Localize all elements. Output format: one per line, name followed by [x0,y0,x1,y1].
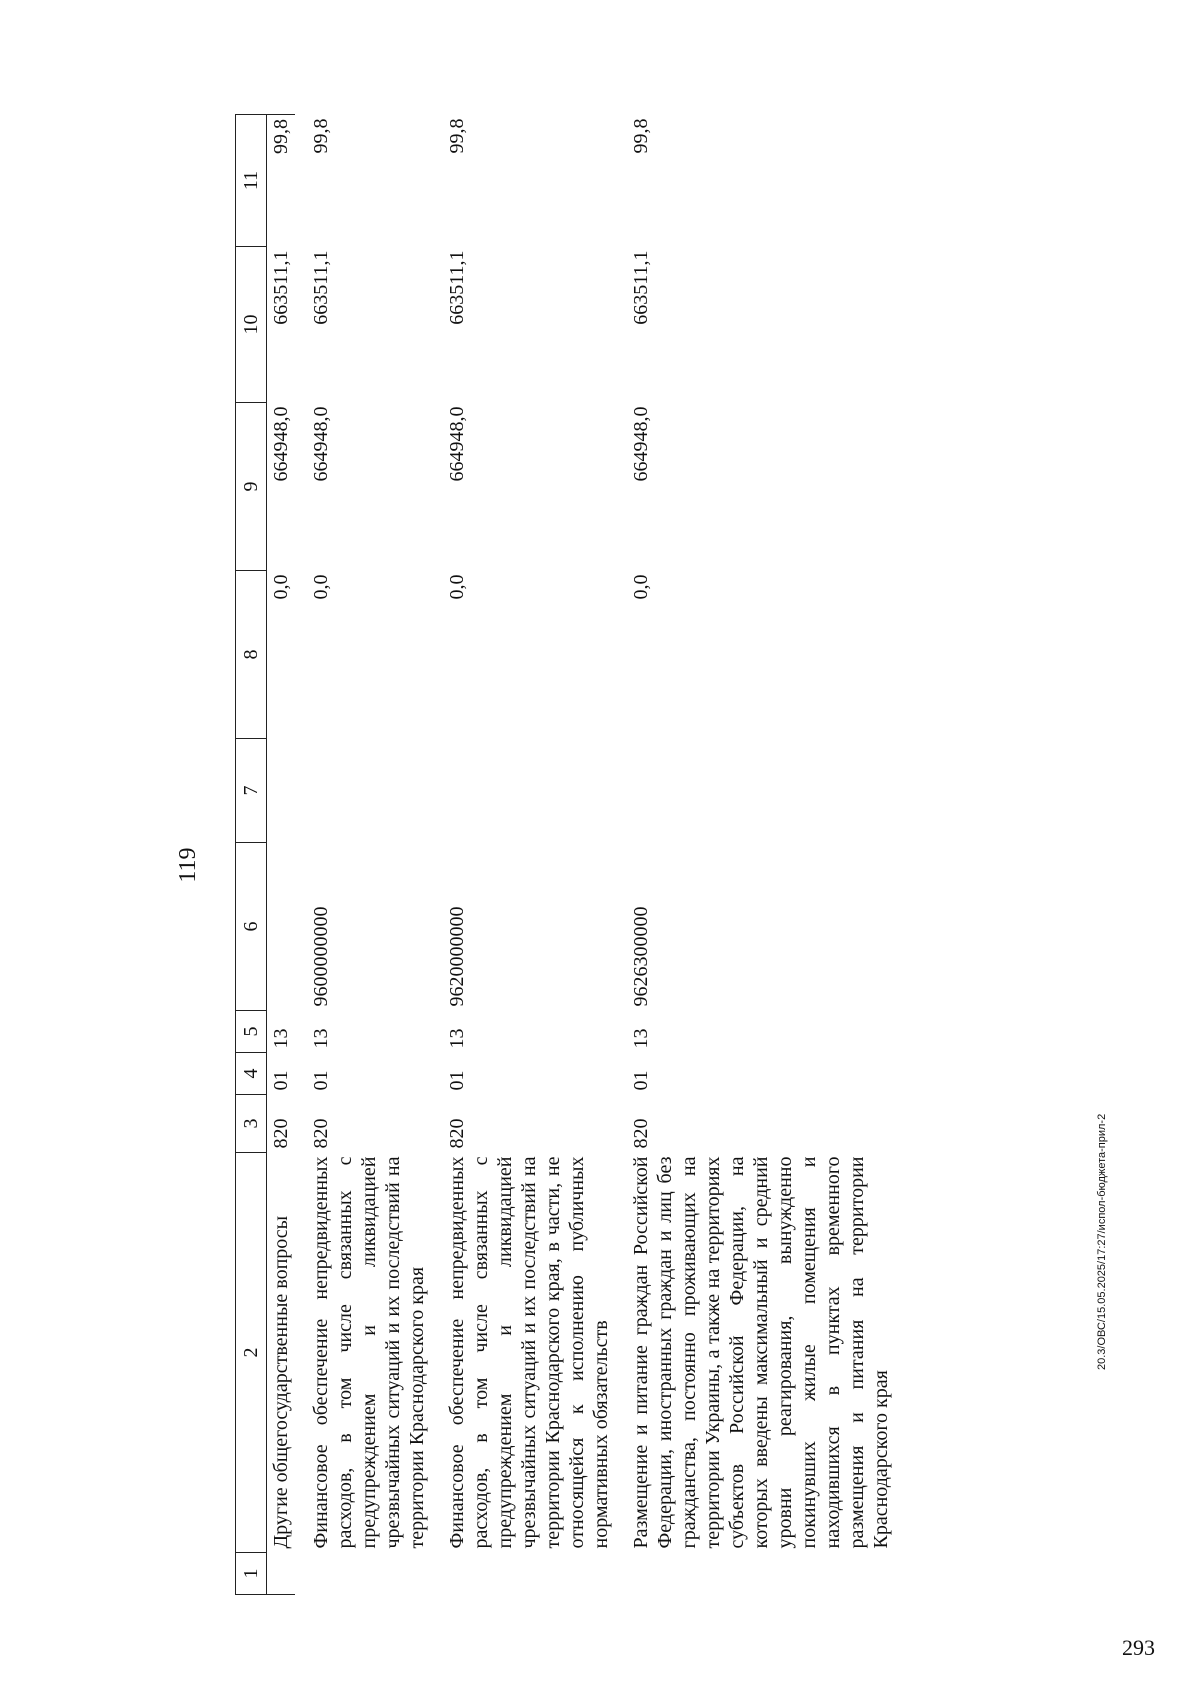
cell-col-8: 0,0 [270,574,292,600]
cell-col-11: 99,8 [310,118,332,154]
cell-name: Финансовое обеспечение непредвиденных расходов, в том числе связанных с предупреждением и ликвидацией чрезвычайных ситуаций и их последствий на территории Краснодарского края, в части, не относящейся к исполнению публичных нормативных обязательств [446,1156,612,1549]
cell-col-7 [267,739,296,843]
cell-col-7 [295,739,431,843]
cell-col-7 [431,739,615,843]
header-col-6: 6 [236,843,267,1011]
table-row [615,115,895,1595]
header-col-8: 8 [236,571,267,739]
cell-col-9: 664948,0 [446,406,468,482]
cell-col-9: 664948,0 [630,406,652,482]
cell-col-3: 820 [270,1118,292,1149]
page-number-bottom: 293 [1122,1635,1155,1660]
cell-col-4: 01 [630,1070,652,1091]
header-col-4: 4 [236,1053,267,1095]
cell-col-10: 663511,1 [270,250,292,325]
cell-col-6 [267,843,296,1011]
header-col-10: 10 [236,247,267,403]
cell-col-11: 99,8 [267,115,296,247]
budget-table [235,114,895,1595]
page-number-top: 119 [175,847,201,883]
cell-col-8: 0,0 [446,574,468,600]
cell-col-11: 99,8 [446,118,468,154]
cell-col-8: 0,0 [630,574,652,600]
header-col-2: 2 [236,1153,267,1553]
cell-col-6: 9620000000 [446,906,468,1007]
cell-col-10: 663511,1 [630,250,652,325]
cell-col-5: 13 [446,1028,468,1049]
rotated-page [165,105,1045,1605]
cell-name: Размещение и питание граждан Российской Федерации, иностранных граждан и лиц без гражданства, постоянно проживающих на территории Украины, а также на территориях субъектов Российской Федерации, на которых введены максимальный и средний уровни реагирования, вынужденно покинувших жилые помещения и находившихся в пунктах временного размещения и питания на территории Краснодарского края [630,1156,892,1549]
header-col-5: 5 [236,1011,267,1053]
cell-col-5: 13 [310,1028,332,1049]
table-header-row [236,115,267,1595]
cell-name: Другие общегосударственные вопросы [270,1215,292,1549]
cell-col-3: 820 [446,1118,468,1149]
cell-col-10: 663511,1 [446,250,468,325]
header-col-9: 9 [236,403,267,571]
cell-col-4: 01 [310,1070,332,1091]
document-code: 20.3/ОВС/15.05.2025/17:27/испол-бюджета-прил-2 [1096,1113,1108,1370]
header-col-7: 7 [236,739,267,843]
cell-col-1 [431,1553,615,1595]
cell-col-6: 9626300000 [630,906,652,1007]
cell-col-9: 664948,0 [310,406,332,482]
table-row [267,115,296,1595]
header-col-3: 3 [236,1095,267,1153]
table-row [431,115,615,1595]
cell-col-1 [295,1553,431,1595]
cell-col-1 [615,1553,895,1595]
cell-col-11: 99,8 [630,118,652,154]
cell-col-6: 9600000000 [310,906,332,1007]
cell-col-1 [267,1553,296,1595]
cell-col-4: 01 [446,1070,468,1091]
cell-col-10: 663511,1 [310,250,332,325]
cell-col-5: 13 [270,1028,292,1049]
cell-col-4: 01 [270,1070,292,1091]
header-col-1: 1 [236,1553,267,1595]
cell-col-5: 13 [630,1028,652,1049]
cell-col-7 [615,739,895,843]
cell-name: Финансовое обеспечение непредвиденных расходов, в том числе связанных с предупреждением и ликвидацией чрезвычайных ситуаций и их последствий на территории Краснодарского края [310,1156,428,1549]
cell-col-3: 820 [630,1118,652,1149]
cell-col-8: 0,0 [310,574,332,600]
cell-col-3: 820 [310,1118,332,1149]
table-row [295,115,431,1595]
cell-col-9: 664948,0 [270,406,292,482]
header-col-11: 11 [236,115,267,247]
